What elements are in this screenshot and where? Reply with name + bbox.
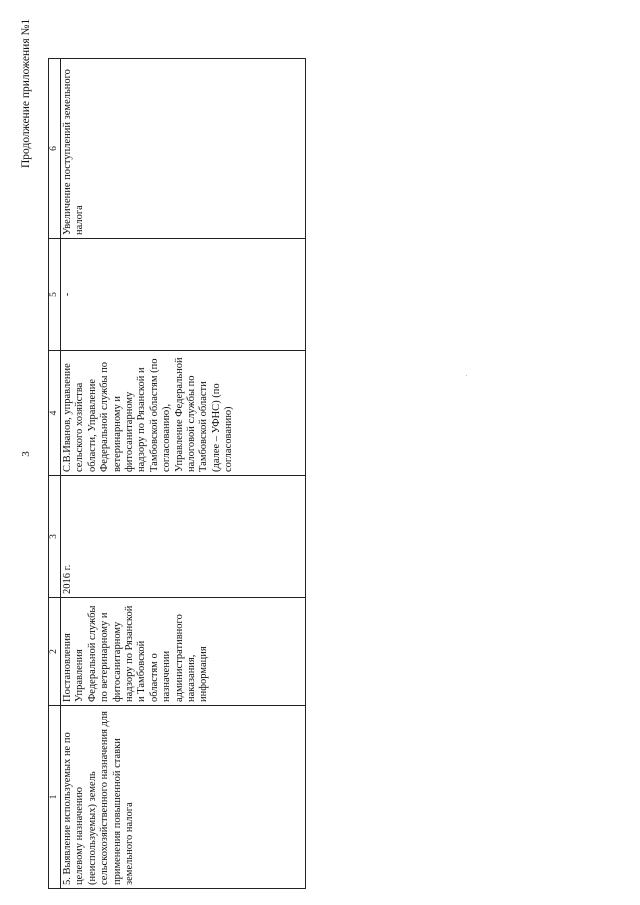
table-row xyxy=(61,59,306,889)
scan-speck xyxy=(466,375,467,376)
table-header-row xyxy=(49,59,61,889)
column-number-6: 6 xyxy=(49,59,61,239)
column-number-2: 2 xyxy=(49,598,61,706)
deadline-cell: 2016 г. xyxy=(61,476,306,598)
measures-table xyxy=(48,59,306,889)
continuation-note: Продолжение приложения №1 xyxy=(20,18,32,168)
responsible-cell: С.В.Иванов, управление сельского хозяйства области, Управление Федеральной службы по ветеринарному и фитосанитарному надзору по Рязанской и Тамбовской областям (по согласованию), Управление Федеральной налоговой службы по Тамбовской области (далее – УФНС) (по согласованию) xyxy=(61,351,306,476)
page-number: 3 xyxy=(20,451,32,457)
column-number-3: 3 xyxy=(49,476,61,598)
measure-cell: 5. Выявление используемых не по целевому назначению (неиспользуемых) земель сельскохозяйственного назначения для применения повышенной ставки земельного налога xyxy=(61,706,306,889)
document-cell: Постановления Управления Федеральной службы по ветеринарному и фитосанитарному надзору по Рязанской и Тамбовской областям о назначении административного наказания, информация xyxy=(61,598,306,706)
column-number-4: 4 xyxy=(49,351,61,476)
column-number-1: 1 xyxy=(49,706,61,889)
funding-cell: - xyxy=(61,239,306,351)
result-cell: Увеличение поступлений земельного налога xyxy=(61,59,306,239)
column-number-5: 5 xyxy=(49,239,61,351)
